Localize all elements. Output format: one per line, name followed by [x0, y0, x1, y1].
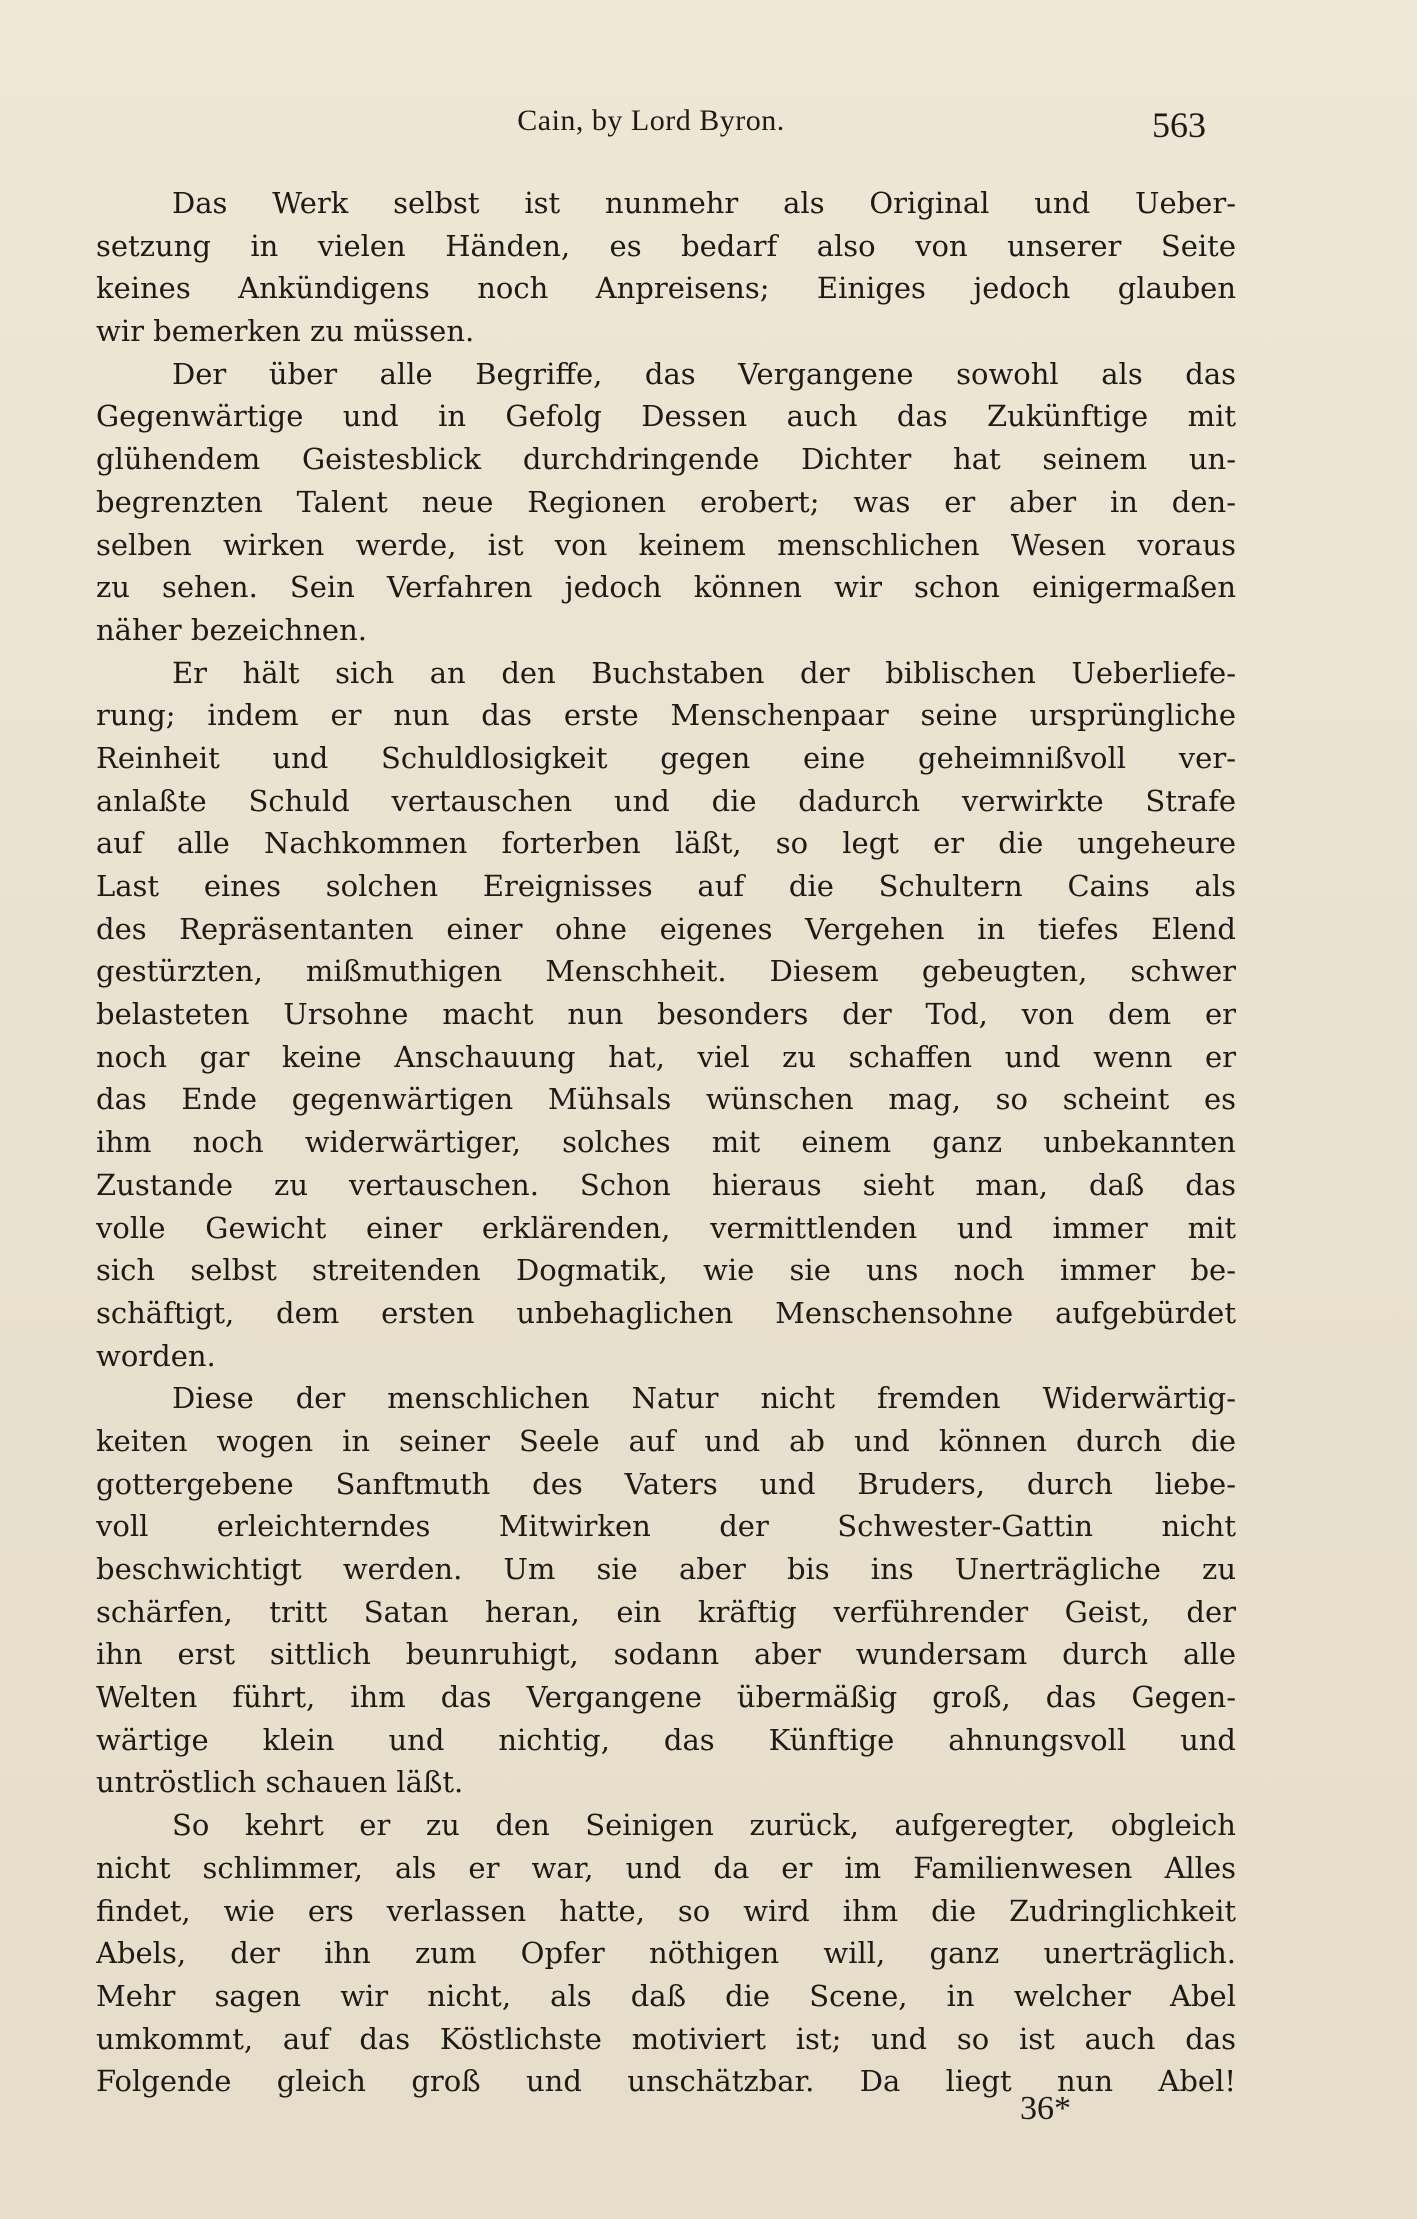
text-line: So kehrt er zu den Seinigen zurück, aufgeregter, obgleich [172, 1808, 1236, 1843]
text-line: das Ende gegenwärtigen Mühsals wünschen mag, so scheint es [96, 1082, 1236, 1117]
text-line: ihm noch widerwärtiger, solches mit einem ganz unbekannten [96, 1125, 1236, 1160]
body-text [96, 182, 1236, 2103]
text-line: selben wirken werde, ist von keinem menschlichen Wesen voraus [96, 527, 1236, 562]
text-line: beschwichtigt werden. Um sie aber bis ins Unerträgliche zu [96, 1552, 1236, 1586]
text-line: untröstlich schauen läßt. [96, 1765, 464, 1800]
page-header [96, 104, 1206, 144]
text-line: worden. [96, 1338, 216, 1373]
text-line: zu sehen. Sein Verfahren jedoch können wir schon einigermaßen [96, 570, 1236, 605]
running-title: Cain, by Lord Byron. [517, 104, 785, 137]
text-line: schäftigt, dem ersten unbehaglichen Menschensohne aufgebürdet [96, 1295, 1236, 1330]
text-line: auf alle Nachkommen forterben läßt, so legt er die ungeheure [96, 826, 1236, 861]
text-line: Welten führt, ihm das Vergangene übermäßig groß, das Gegen- [96, 1680, 1236, 1715]
text-line: Er hält sich an den Buchstaben der biblischen Ueberliefe- [172, 655, 1236, 690]
text-line: volle Gewicht einer erklärenden, vermittlenden und immer mit [96, 1210, 1236, 1245]
text-line: sich selbst streitenden Dogmatik, wie sie uns noch immer be- [96, 1253, 1236, 1288]
text-line: glühendem Geistesblick durchdringende Dichter hat seinem un- [96, 442, 1236, 477]
text-line: umkommt, auf das Köstlichste motiviert ist; und so ist auch das [96, 2021, 1236, 2056]
text-line: Last eines solchen Ereignisses auf die Schultern Cains als [96, 869, 1236, 903]
text-line: gottergebene Sanftmuth des Vaters und Bruders, durch liebe- [96, 1466, 1236, 1501]
text-line: nicht schlimmer, als er war, und da er im Familienwesen Alles [96, 1850, 1236, 1885]
text-line: schärfen, tritt Satan heran, ein kräftig verführender Geist, der [96, 1594, 1236, 1629]
text-line: noch gar keine Anschauung hat, viel zu schaffen und wenn er [96, 1039, 1236, 1074]
signature-mark: 36* [1020, 2090, 1071, 2127]
text-line: setzung in vielen Händen, es bedarf also von unserer Seite [96, 228, 1236, 263]
text-line: Der über alle Begriffe, das Vergangene sowohl als das [172, 356, 1236, 391]
text-line: findet, wie ers verlassen hatte, so wird ihm die Zudringlichkeit [96, 1893, 1236, 1928]
text-line: Das Werk selbst ist nunmehr als Original und Ueber- [172, 186, 1236, 220]
text-line: ihn erst sittlich beunruhigt, sodann aber wundersam durch alle [96, 1637, 1236, 1672]
text-line: voll erleichterndes Mitwirken der Schwester-Gattin nicht [96, 1509, 1236, 1544]
text-line: anlaßte Schuld vertauschen und die dadurch verwirkte Strafe [96, 783, 1236, 818]
text-line: Zustande zu vertauschen. Schon hieraus sieht man, daß das [96, 1167, 1236, 1202]
page-number: 563 [1152, 105, 1206, 145]
text-line: Mehr sagen wir nicht, als daß die Scene, in welcher Abel [96, 1978, 1236, 2013]
text-line: des Repräsentanten einer ohne eigenes Vergehen in tiefes Elend [96, 911, 1236, 946]
text-line: begrenzten Talent neue Regionen erobert; was er aber in den- [96, 484, 1236, 519]
text-line: keines Ankündigens noch Anpreisens; Einiges jedoch glauben [96, 271, 1236, 306]
text-line: wir bemerken zu müssen. [96, 314, 475, 349]
text-line: Gegenwärtige und in Gefolg Dessen auch das Zukünftige mit [96, 399, 1236, 434]
text-line: Abels, der ihn zum Opfer nöthigen will, ganz unerträglich. [96, 1936, 1236, 1971]
text-line: keiten wogen in seiner Seele auf und ab und können durch die [96, 1423, 1236, 1458]
text-line: gestürzten, mißmuthigen Menschheit. Diesem gebeugten, schwer [96, 954, 1236, 989]
text-line: rung; indem er nun das erste Menschenpaar seine ursprüngliche [96, 698, 1236, 733]
text-line: näher bezeichnen. [96, 612, 367, 647]
text-line: Folgende gleich groß und unschätzbar. Da liegt nun Abel! [96, 2064, 1236, 2099]
text-line: Reinheit und Schuldlosigkeit gegen eine geheimnißvoll ver- [96, 740, 1236, 775]
text-line: Diese der menschlichen Natur nicht fremden Widerwärtig- [172, 1381, 1236, 1416]
text-line: belasteten Ursohne macht nun besonders der Tod, von dem er [96, 997, 1236, 1032]
text-line: wärtige klein und nichtig, das Künftige ahnungsvoll und [96, 1722, 1236, 1757]
